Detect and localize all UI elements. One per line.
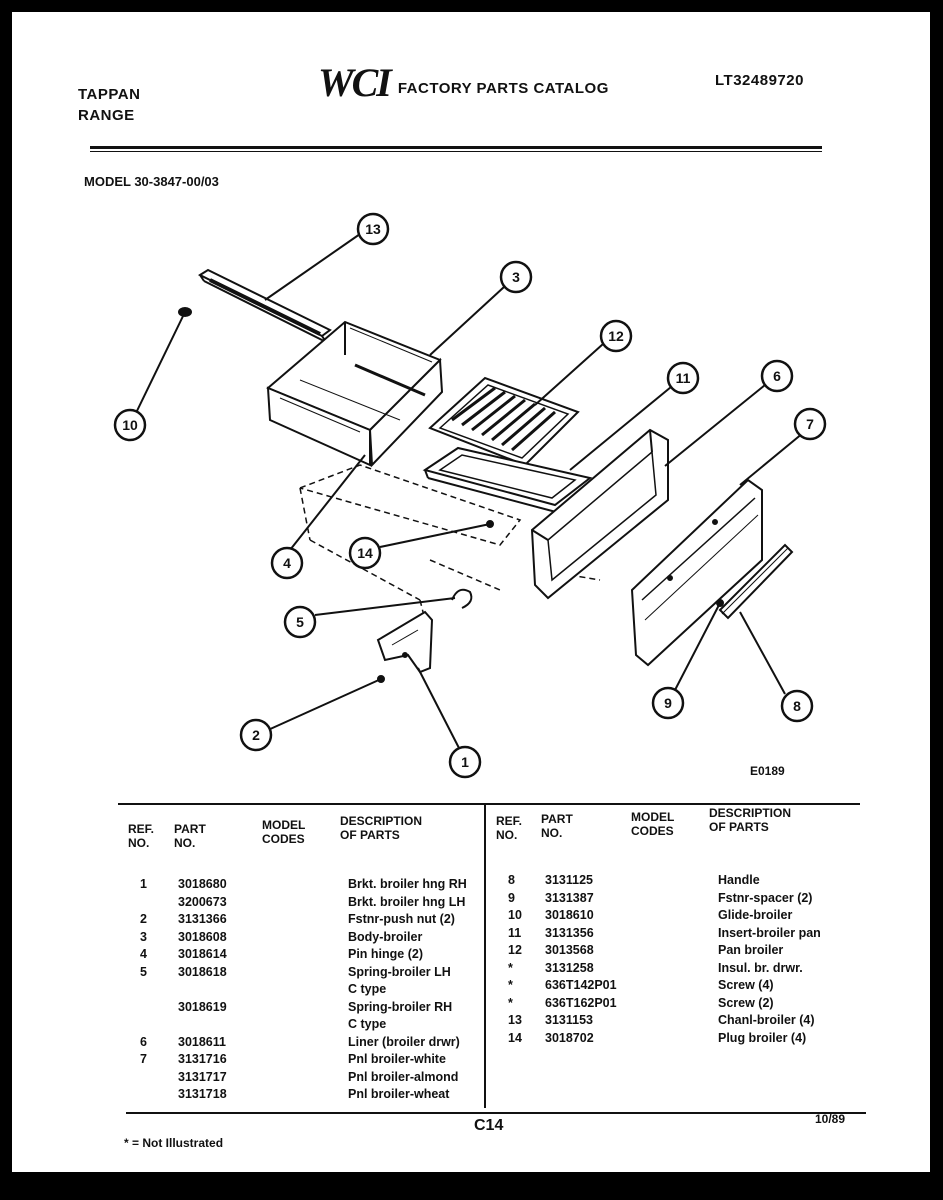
callout-10 — [115, 410, 145, 440]
svg-text:4: 4 — [283, 555, 291, 571]
table-row — [500, 942, 860, 960]
svg-text:11: 11 — [675, 370, 691, 386]
table-row — [500, 977, 860, 995]
part-description: Pin hinge (2) — [348, 947, 423, 961]
part-no: 3131153 — [545, 1013, 593, 1027]
ref-no: 4 — [140, 947, 147, 961]
header-part-left: PART NO. — [174, 822, 206, 850]
part-description: Chanl-broiler (4) — [718, 1013, 815, 1027]
table-row — [500, 960, 860, 978]
part-no: 3131356 — [545, 925, 594, 940]
callout-leaders — [135, 234, 803, 750]
part-no: 3131717 — [178, 1069, 227, 1084]
svg-text:2: 2 — [252, 727, 260, 743]
callout-9 — [653, 688, 683, 718]
callout-13 — [358, 214, 388, 244]
part-no: 3131718 — [178, 1087, 227, 1101]
ref-no: 3 — [140, 929, 147, 944]
callout-8 — [782, 691, 812, 721]
svg-text:5: 5 — [296, 614, 304, 630]
part-body-broiler — [268, 322, 442, 465]
callout-circles — [115, 214, 825, 777]
part-no: 3018680 — [178, 877, 227, 891]
header-desc-right: DESCRIPTION OF PARTS — [709, 806, 792, 834]
table-row — [140, 1034, 485, 1052]
table-row — [140, 946, 485, 964]
part-description: Screw (2) — [718, 995, 774, 1010]
part-no: 636T162P01 — [545, 995, 617, 1010]
svg-text:12: 12 — [608, 328, 624, 344]
callout-5 — [285, 607, 315, 637]
svg-text:6: 6 — [773, 368, 781, 384]
callout-12 — [601, 321, 631, 351]
callout-14 — [350, 538, 380, 568]
table-row — [140, 1016, 485, 1034]
svg-text:13: 13 — [365, 221, 381, 237]
catalog-title: FACTORY PARTS CATALOG — [397, 79, 609, 97]
part-description: C type — [348, 982, 387, 996]
part-no: 3131716 — [178, 1052, 227, 1066]
part-description: Body-broiler — [348, 929, 423, 944]
svg-text:10: 10 — [122, 417, 138, 433]
part-description: Spring-broiler RH — [348, 999, 453, 1014]
svg-text:1: 1 — [461, 754, 469, 770]
part-channel-broiler — [200, 270, 330, 342]
not-illustrated-note: * = Not Illustrated — [124, 1136, 224, 1150]
part-description: Pan broiler — [718, 943, 784, 957]
header-part-right: PART NO. — [541, 812, 573, 840]
table-row — [500, 1030, 860, 1048]
part-description: C type — [348, 1017, 387, 1031]
ref-no: * — [508, 960, 513, 975]
part-no: 3200673 — [178, 894, 227, 909]
part-no: 3018702 — [545, 1030, 594, 1045]
callout-3 — [501, 262, 531, 292]
callout-2 — [241, 720, 271, 750]
part-description: Plug broiler (4) — [718, 1030, 807, 1045]
ref-no: 12 — [508, 943, 522, 957]
part-description: Liner (broiler drwr) — [348, 1034, 460, 1049]
table-row — [500, 995, 860, 1013]
svg-text:3: 3 — [512, 269, 520, 285]
table-row — [500, 907, 860, 925]
part-description: Fstnr-spacer (2) — [718, 890, 813, 905]
table-row — [140, 964, 485, 982]
table-row — [140, 894, 485, 912]
part-description: Insul. br. drwr. — [718, 960, 803, 975]
footer-rule — [126, 1112, 866, 1114]
table-row — [500, 1012, 860, 1030]
ref-no: 1 — [140, 877, 147, 891]
ref-no: * — [508, 978, 513, 992]
header-ref-right: REF. NO. — [496, 814, 523, 842]
part-description: Brkt. broiler hng LH — [348, 894, 466, 909]
part-no: 3131258 — [545, 960, 594, 975]
ref-no: 11 — [508, 925, 522, 940]
ref-no: 7 — [140, 1052, 147, 1066]
diagram-code: E0189 — [750, 764, 785, 778]
table-row — [500, 925, 860, 943]
part-no: 3018608 — [178, 929, 227, 944]
header-model-right: MODEL CODES — [631, 810, 675, 838]
parts-table-right — [500, 872, 860, 1047]
part-drawings — [179, 270, 792, 682]
table-row — [140, 1069, 485, 1087]
brand-name: TAPPAN — [78, 86, 141, 103]
svg-text:7: 7 — [806, 416, 814, 432]
header-desc-left: DESCRIPTION OF PARTS — [340, 814, 423, 842]
ref-no: 10 — [508, 908, 522, 922]
svg-text:8: 8 — [793, 698, 801, 714]
callout-7 — [795, 409, 825, 439]
svg-text:9: 9 — [664, 695, 672, 711]
ref-no: 13 — [508, 1013, 522, 1027]
product-name: RANGE — [78, 107, 135, 124]
part-no: 3018618 — [178, 964, 227, 979]
part-no: 3018614 — [178, 947, 227, 961]
table-row — [500, 890, 860, 908]
ref-no: 6 — [140, 1034, 147, 1049]
ref-no: 8 — [508, 873, 515, 887]
part-no: 3131366 — [178, 912, 227, 926]
part-description: Pnl broiler-wheat — [348, 1087, 450, 1101]
table-top-rule — [118, 803, 860, 805]
ref-no: 14 — [508, 1030, 522, 1045]
part-description: Pnl broiler-white — [348, 1052, 446, 1066]
ref-no: 2 — [140, 912, 147, 926]
callout-6 — [762, 361, 792, 391]
page-number: C14 — [474, 1117, 504, 1134]
ref-no: 5 — [140, 964, 147, 979]
table-row — [140, 981, 485, 999]
part-liner-broiler-drawer — [532, 430, 668, 598]
model-number: MODEL 30-3847-00/03 — [84, 174, 219, 189]
part-no: 636T142P01 — [545, 978, 617, 992]
part-description: Screw (4) — [718, 978, 774, 992]
part-no: 3018610 — [545, 908, 594, 922]
part-description: Spring-broiler LH — [348, 964, 451, 979]
part-description: Handle — [718, 873, 760, 887]
ref-no: * — [508, 995, 513, 1010]
part-description: Brkt. broiler hng RH — [348, 877, 467, 891]
header-model-left: MODEL CODES — [262, 818, 306, 846]
callout-11 — [668, 363, 698, 393]
table-row — [500, 872, 860, 890]
part-description: Pnl broiler-almond — [348, 1069, 459, 1084]
table-row — [140, 929, 485, 947]
catalog-number: LT32489720 — [715, 72, 804, 89]
part-description: Insert-broiler pan — [718, 925, 821, 940]
parts-table-left — [140, 876, 485, 1104]
wci-logo: WCI — [318, 60, 390, 105]
part-description: Glide-broiler — [718, 908, 793, 922]
part-bracket-broiler-hinge — [378, 612, 432, 672]
part-no: 3131387 — [545, 890, 594, 905]
table-row — [140, 876, 485, 894]
table-row — [140, 911, 485, 929]
callout-4 — [272, 548, 302, 578]
svg-text:14: 14 — [357, 545, 373, 561]
table-row — [140, 1051, 485, 1069]
callout-1 — [450, 747, 480, 777]
table-row — [140, 1086, 485, 1104]
part-no: 3131125 — [545, 873, 593, 887]
ref-no: 9 — [508, 890, 515, 905]
part-no: 3018619 — [178, 999, 227, 1014]
catalog-date: 10/89 — [815, 1112, 846, 1126]
table-row — [140, 999, 485, 1017]
part-no: 3018611 — [178, 1034, 226, 1049]
part-no: 3013568 — [545, 943, 594, 957]
part-description: Fstnr-push nut (2) — [348, 912, 455, 926]
header-ref-left: REF. NO. — [128, 822, 155, 850]
